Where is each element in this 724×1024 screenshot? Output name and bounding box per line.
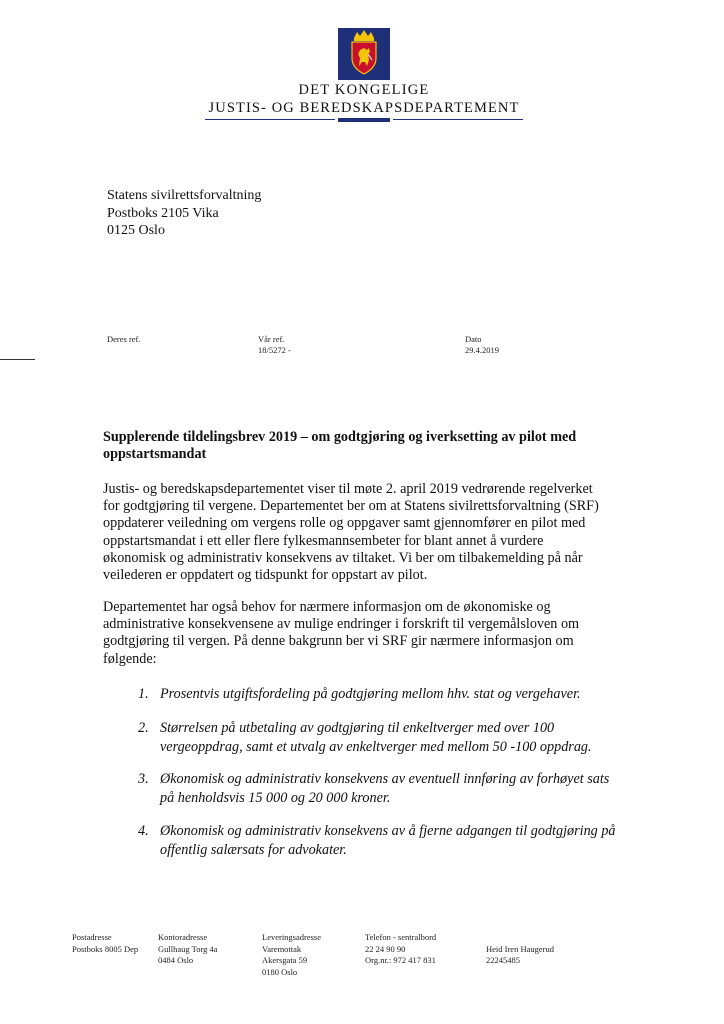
list-number: 4. <box>138 823 149 839</box>
dept-name-line1: DET KONGELIGE <box>298 82 430 98</box>
paragraph-line: veilederen er oppdatert og tidspunkt for oppstart av pilot. <box>103 567 428 584</box>
letter-title <box>103 429 663 463</box>
footer-phone <box>365 932 436 967</box>
paragraph-line: oppstartsmandat i ett eller flere fylkesmannsembeter for blant annet å vurdere <box>103 532 544 549</box>
var-ref-value: 18/5272 - <box>258 345 291 355</box>
paragraph-1 <box>103 481 665 584</box>
footer-value: Postboks 8005 Dep <box>72 943 139 954</box>
recipient-address-line2: 0125 Oslo <box>107 223 165 238</box>
paragraph-line: følgende: <box>103 650 157 667</box>
footer-value: 0484 Oslo <box>158 955 194 965</box>
footer-label: Postadresse <box>72 932 112 942</box>
footer-postal <box>72 932 138 955</box>
paragraph-line: økonomisk og administrativ konsekvens av tiltaket. Vi ber om tilbakemelding på når <box>103 549 583 566</box>
dept-name-line2: JUSTIS- OG BEREDSKAPSDEPARTEMENT <box>208 100 520 116</box>
footer-delivery <box>262 932 321 978</box>
footer-contact <box>486 932 554 967</box>
paragraph-line: Departementet har også behov for nærmere informasjon om de økonomiske og <box>103 599 551 615</box>
footer-value: Akersgata 59 <box>262 955 308 965</box>
footer-label: Telefon - sentralbord <box>365 932 437 942</box>
footer-value: Varemottak <box>262 943 302 954</box>
list-line: Økonomisk og administrativ konsekvens av eventuell innføring av forhøyet sats <box>160 771 610 787</box>
letterhead <box>205 28 523 128</box>
list-number: 1. <box>138 686 149 702</box>
title-line: Supplerende tildelingsbrev 2019 – om godtgjøring og iverksetting av pilot med <box>103 429 577 445</box>
paragraph-line: godtgjøring til vergen. På denne bakgrunn ber vi SRF gir nærmere informasjon om <box>103 633 574 650</box>
date-label: Dato <box>465 334 482 344</box>
footer-value: Gullhaug Torg 4a <box>158 943 218 954</box>
fold-mark <box>0 359 35 360</box>
footer-office <box>158 932 218 967</box>
list-line: offentlig salærsats for advokater. <box>160 841 347 858</box>
footer-value: Heid Iren Haugerud <box>486 943 554 954</box>
title-line: oppstartsmandat <box>103 446 207 462</box>
footer-label: Kontoradresse <box>158 932 208 942</box>
list-number: 2. <box>138 720 149 736</box>
paragraph-line: Justis- og beredskapsdepartementet viser til møte 2. april 2019 vedrørende regelverket <box>103 481 593 497</box>
footer-value: 22 24 90 90 <box>365 943 406 954</box>
list-line: på henholdsvis 15 000 og 20 000 kroner. <box>160 789 391 806</box>
var-ref-label: Vår ref. <box>258 334 285 344</box>
recipient-name: Statens sivilrettsforvaltning <box>107 188 262 203</box>
date-value: 29.4.2019 <box>465 345 499 355</box>
list-line: Prosentvis utgiftsfordeling på godtgjøring mellom hhv. stat og vergehaver. <box>160 686 581 702</box>
letterhead-rule <box>205 118 523 122</box>
list-number: 3. <box>138 771 149 787</box>
footer-label <box>486 932 554 944</box>
footer-value: 22245485 <box>486 955 520 965</box>
paragraph-2 <box>103 599 665 668</box>
list-line: Størrelsen på utbetaling av godtgjøring til enkeltverger med over 100 <box>160 720 555 736</box>
footer-value: 0180 Oslo <box>262 966 298 977</box>
recipient-address-line1: Postboks 2105 Vika <box>107 205 219 221</box>
paragraph-line: administrative konsekvensene av mulige endringer i forskrift til vergemålsloven om <box>103 616 580 633</box>
list-line: vergeoppdrag, samt et utvalg av enkeltverger med mellom 50 -100 oppdrag. <box>160 738 592 755</box>
coat-of-arms-icon <box>338 28 390 80</box>
footer-label: Leveringsadresse <box>262 932 322 942</box>
paragraph-line: for godtgjøring til vergene. Departementet ber om at Statens sivilrettsforvaltning (SRF) <box>103 498 599 515</box>
list-line: Økonomisk og administrativ konsekvens av å fjerne adgangen til godtgjøring på <box>160 823 616 839</box>
footer-value: Org.nr.: 972 417 831 <box>365 955 436 965</box>
recipient-address <box>107 187 261 240</box>
paragraph-line: oppdaterer veiledning om vergens rolle og oppgaver samt gjennomfører en pilot med <box>103 515 586 532</box>
deres-ref-label: Deres ref. <box>107 334 141 344</box>
